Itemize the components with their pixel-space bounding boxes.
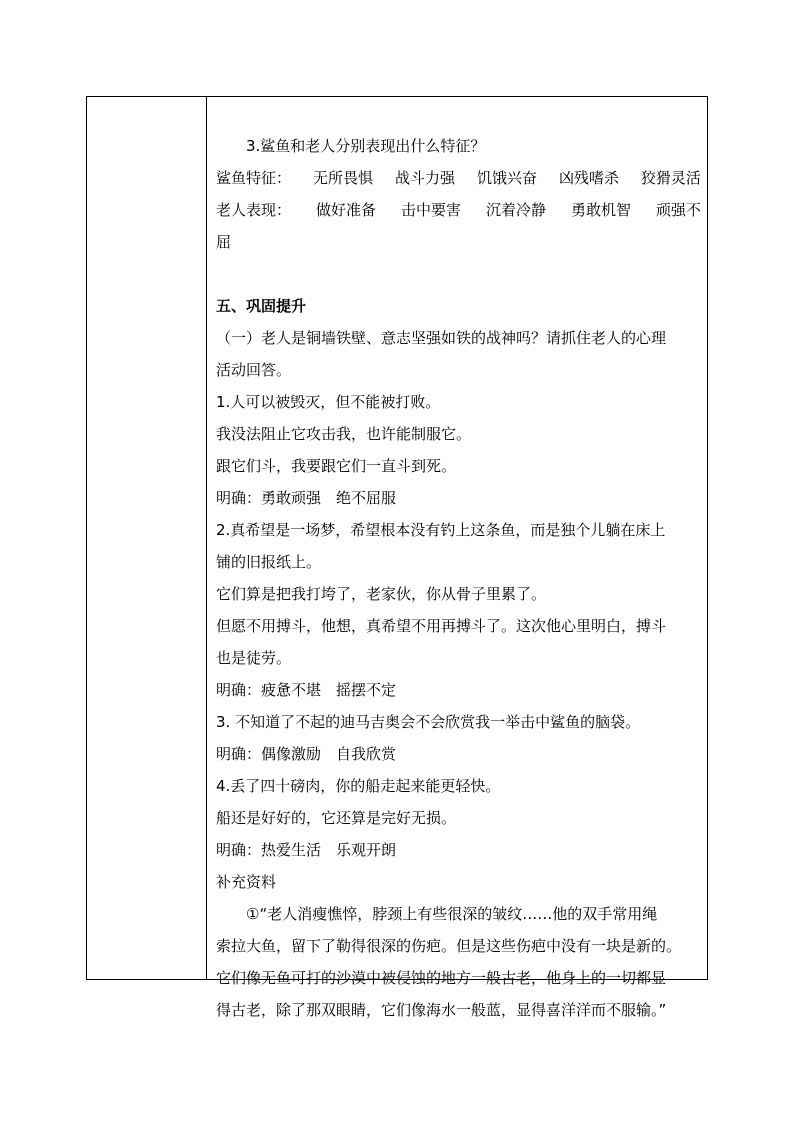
item-3-title: 3. 不知道了不起的迪马吉奥会不会欣赏我一举击中鲨鱼的脑袋。 — [216, 713, 641, 731]
spacer — [216, 258, 701, 290]
shark-trait: 凶残嗜杀 — [558, 169, 619, 187]
item-2-title-2: 铺的旧报纸上。 — [216, 553, 322, 571]
shark-trait: 狡猾灵活 — [640, 169, 701, 187]
shark-trait: 饥饿兴奋 — [476, 169, 537, 187]
supplement-quote-4: 得古老，除了那双眼睛，它们像海水一般蓝，显得喜洋洋而不服输。” — [216, 1001, 667, 1019]
shark-traits-line — [216, 162, 701, 194]
supplement-quote-1: ①“老人消瘦憔悴，脖颈上有些很深的皱纹……他的双手常用绳 — [246, 905, 658, 923]
content-table — [86, 96, 708, 1019]
item-2-quote-1: 它们算是把我打垮了，老家伙，你从骨子里累了。 — [216, 585, 547, 603]
oldman-trait: 勇敢机智 — [570, 201, 631, 219]
item-4-answer: 明确：热爱生活 乐观开朗 — [216, 841, 397, 859]
oldman-trait: 做好准备 — [315, 201, 376, 219]
shark-trait: 战斗力强 — [394, 169, 455, 187]
item-4-title: 4.丢了四十磅肉，你的船走起来能更轻快。 — [216, 777, 501, 795]
item-4-quote-1: 船还是好好的，它还算是完好无损。 — [216, 809, 457, 827]
item-1-quote-1: 我没法阻止它攻击我，也许能制服它。 — [216, 425, 472, 443]
item-2-quote-2a: 但愿不用搏斗，他想，真希望不用再搏斗了。这次他心里明白，搏斗 — [216, 617, 667, 635]
question-3-title: 3.鲨鱼和老人分别表现出什么特征？ — [246, 137, 486, 155]
question-1-line-1: （一）老人是铜墙铁壁、意志坚强如铁的战神吗？请抓住老人的心理 — [216, 329, 667, 347]
item-2-answer: 明确：疲惫不堪 摇摆不定 — [216, 681, 397, 699]
supplement-label: 补充资料 — [216, 873, 277, 891]
oldman-trait: 顽强不 — [655, 201, 701, 219]
left-column-cell — [87, 97, 207, 979]
shark-trait: 无所畏惧 — [312, 169, 373, 187]
lesson-content — [216, 130, 701, 1026]
oldman-traits-line — [216, 194, 701, 226]
right-column-cell — [208, 97, 707, 1019]
item-1-answer: 明确：勇敢顽强 绝不屈服 — [216, 489, 397, 507]
shark-label: 鲨鱼特征： — [216, 169, 292, 187]
item-2-quote-2b: 也是徒劳。 — [216, 649, 292, 667]
oldman-trait: 沉着冷静 — [485, 201, 546, 219]
item-1-quote-2: 跟它们斗，我要跟它们一直斗到死。 — [216, 457, 457, 475]
oldman-label: 老人表现： — [216, 201, 292, 219]
oldman-traits-wrap: 屈 — [216, 233, 232, 251]
oldman-trait: 击中要害 — [400, 201, 461, 219]
item-2-title-1: 2.真希望是一场梦，希望根本没有钓上这条鱼，而是独个儿躺在床上 — [216, 521, 666, 539]
supplement-quote-2: 索拉大鱼，留下了勒得很深的伤疤。但是这些伤疤中没有一块是新的。 — [216, 937, 682, 955]
supplement-quote-3: 它们像无鱼可打的沙漠中被侵蚀的地方一般古老，他身上的一切都显 — [216, 969, 667, 987]
item-3-answer: 明确：偶像激励 自我欣赏 — [216, 745, 397, 763]
item-1-title: 1.人可以被毁灭，但不能被打败。 — [216, 393, 441, 411]
section-5-heading: 五、巩固提升 — [216, 297, 307, 315]
question-1-line-2: 活动回答。 — [216, 361, 292, 379]
